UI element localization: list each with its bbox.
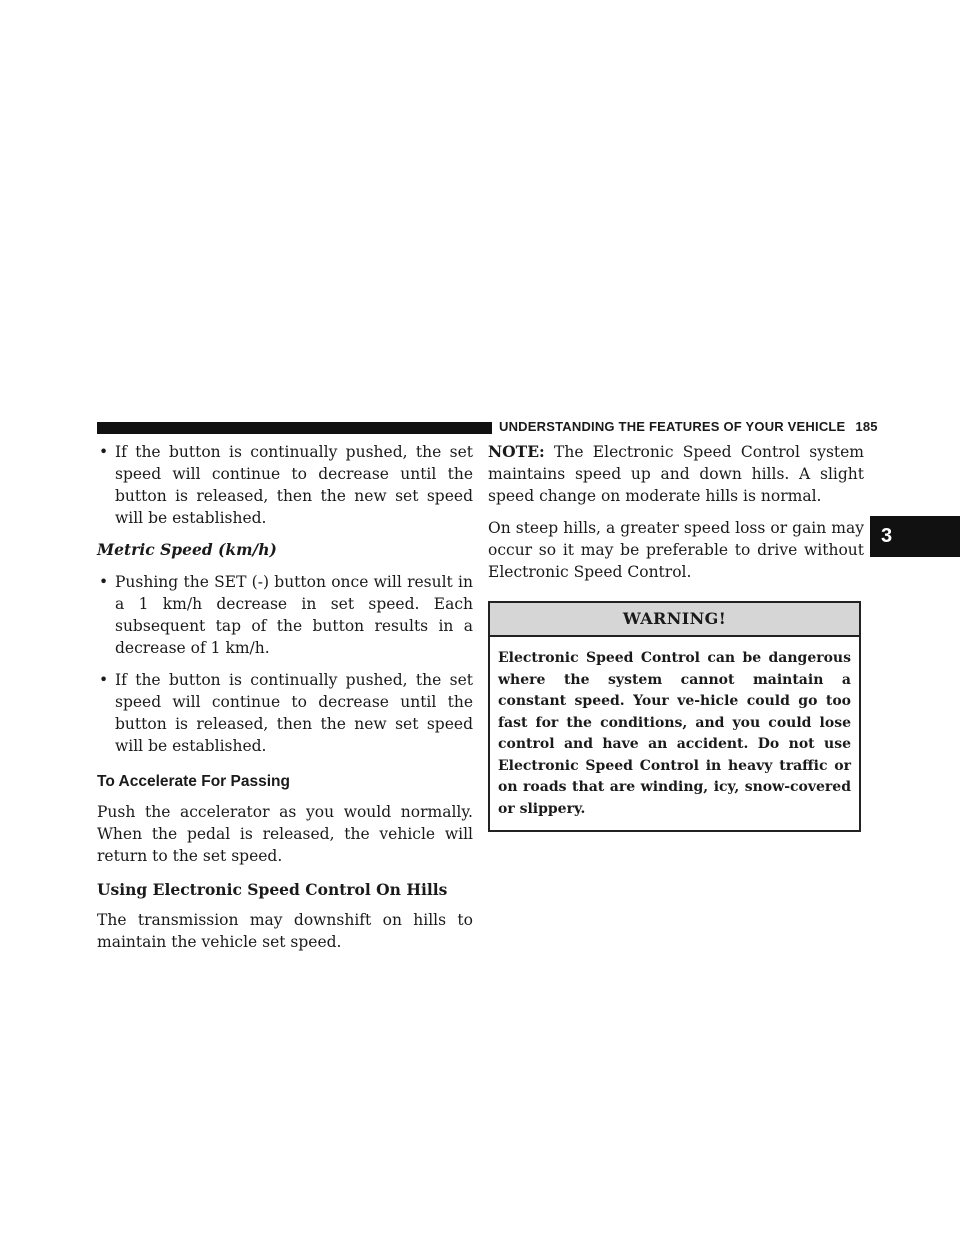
warning-title: WARNING! bbox=[490, 603, 859, 637]
bullet-icon: • bbox=[99, 671, 109, 689]
note-text: The Electronic Speed Control system maintains speed up and down hills. A slight speed change on moderate hills is normal. bbox=[488, 443, 864, 505]
steep-hills-paragraph: On steep hills, a greater speed loss or gain may occur so it may be preferable to drive without Electronic Speed Control. bbox=[488, 519, 864, 581]
warning-text: Electronic Speed Control can be dangerous where the system cannot maintain a constant speed. Your ve-hicle could go too fast for the conditions, and you could lose control and have an accident. Do not use Electronic Speed Control in heavy traffic or on roads that are winding, icy, snow-covered or slippery. bbox=[498, 650, 851, 817]
header-title: UNDERSTANDING THE FEATURES OF YOUR VEHICLE bbox=[499, 419, 846, 434]
right-column bbox=[488, 441, 864, 832]
accelerate-paragraph: Push the accelerator as you would normally. When the pedal is released, the vehicle will return to the set speed. bbox=[97, 803, 473, 865]
warning-box bbox=[488, 601, 861, 832]
hills-heading: Using Electronic Speed Control On Hills bbox=[97, 880, 448, 899]
chapter-tab: 3 bbox=[870, 516, 960, 557]
list-item bbox=[97, 669, 473, 757]
header-rule bbox=[97, 422, 492, 434]
left-column bbox=[97, 441, 473, 963]
list-item-text: Pushing the SET (-) button once will result in a 1 km/h decrease in set speed. Each subsequent tap of the button results in a decrease of 1 km/h. bbox=[115, 573, 473, 657]
running-header bbox=[499, 419, 878, 434]
list-item-text: If the button is continually pushed, the set speed will continue to decrease until the button is released, then the new set speed will be established. bbox=[115, 671, 473, 755]
list-item-text: If the button is continually pushed, the set speed will continue to decrease until the button is released, then the new set speed will be established. bbox=[115, 443, 473, 527]
accelerate-heading: To Accelerate For Passing bbox=[97, 773, 290, 790]
hills-paragraph: The transmission may downshift on hills to maintain the vehicle set speed. bbox=[97, 911, 473, 951]
list-item bbox=[97, 441, 473, 529]
bullet-icon: • bbox=[99, 573, 109, 591]
metric-speed-heading: Metric Speed (km/h) bbox=[97, 540, 277, 559]
list-item bbox=[97, 571, 473, 659]
note-label: NOTE: bbox=[488, 442, 545, 461]
note-paragraph bbox=[488, 441, 864, 507]
page-number: 185 bbox=[855, 419, 878, 434]
bullet-icon: • bbox=[99, 443, 109, 461]
